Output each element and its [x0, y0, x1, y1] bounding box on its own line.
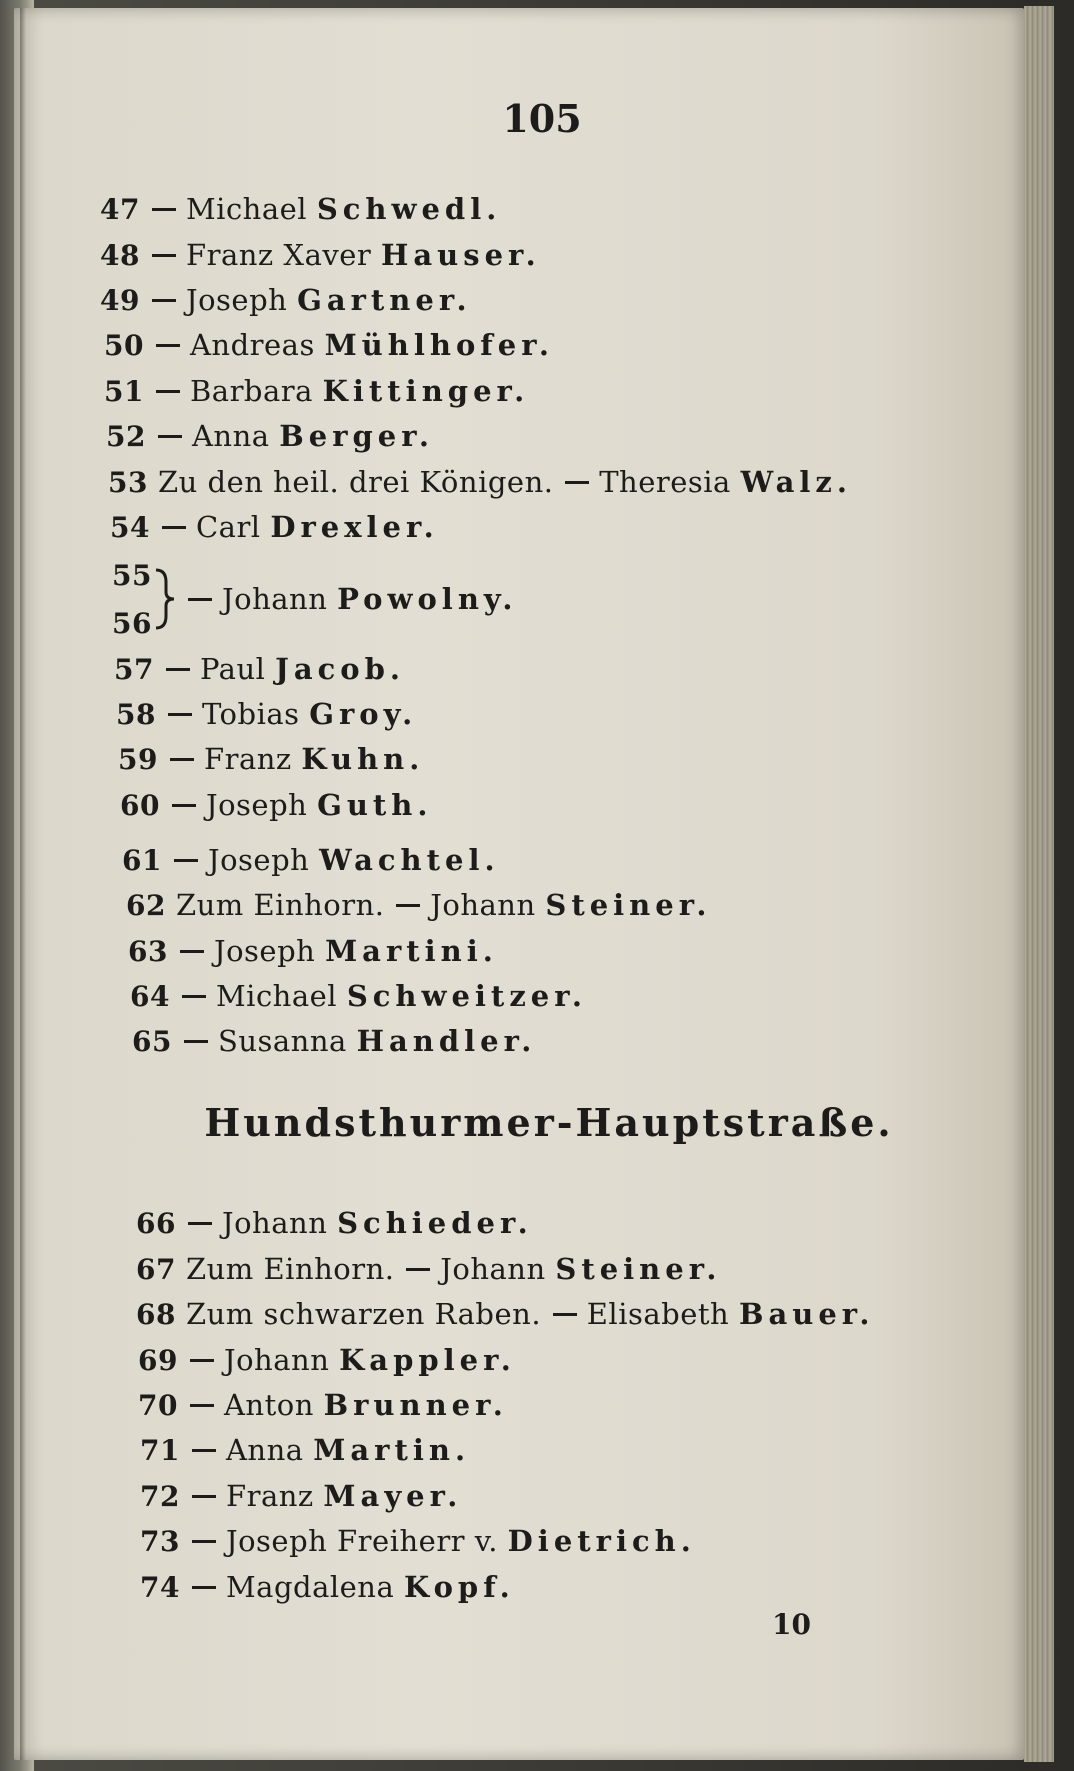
entry-55-56-name: Johann Powolny. [186, 582, 518, 616]
entry-49: 49 Joseph Gartner. [100, 283, 472, 317]
entry-57: 57 Paul Jacob. [114, 652, 406, 686]
entry-69: 69 Johann Kappler. [138, 1343, 516, 1377]
page-number: 105 [502, 96, 582, 141]
entry-64: 64 Michael Schweitzer. [130, 979, 587, 1013]
entry-71: 71 Anna Martin. [140, 1433, 471, 1467]
brace-55-56 [154, 568, 176, 630]
section-heading: Hundsthurmer-Hauptstraße. [204, 1100, 894, 1145]
page-edges [1024, 6, 1054, 1762]
entry-67: 67 Zum Einhorn. Johann Steiner. [136, 1252, 722, 1286]
entry-63: 63 Joseph Martini. [128, 934, 498, 968]
entry-72: 72 Franz Mayer. [140, 1479, 463, 1513]
signature-number: 10 [772, 1608, 811, 1641]
entry-53: 53 Zu den heil. drei Königen. Theresia Walz. [108, 465, 852, 499]
entry-68: 68 Zum schwarzen Raben. Elisabeth Bauer. [136, 1297, 875, 1331]
entry-66: 66 Johann Schieder. [136, 1206, 533, 1240]
entry-74: 74 Magdalena Kopf. [140, 1570, 515, 1604]
entry-48: 48 Franz Xaver Hauser. [100, 238, 541, 272]
entry-73: 73 Joseph Freiherr v. Dietrich. [140, 1524, 696, 1558]
entry-52: 52 Anna Berger. [106, 419, 434, 453]
entry-50: 50 Andreas Mühlhofer. [104, 328, 554, 362]
entry-55: 55 [112, 559, 152, 592]
entry-65: 65 Susanna Handler. [132, 1024, 537, 1058]
entry-54: 54 Carl Drexler. [110, 510, 439, 544]
entry-60: 60 Joseph Guth. [120, 788, 433, 822]
entry-56: 56 [112, 607, 152, 640]
entry-51: 51 Barbara Kittinger. [104, 374, 530, 408]
entry-62: 62 Zum Einhorn. Johann Steiner. [126, 888, 712, 922]
entry-70: 70 Anton Brunner. [138, 1388, 508, 1422]
entry-58: 58 Tobias Groy. [116, 697, 418, 731]
entry-47: 47 Michael Schwedl. [100, 192, 502, 226]
entry-61: 61 Joseph Wachtel. [122, 843, 500, 877]
entry-59: 59 Franz Kuhn. [118, 742, 425, 776]
gutter-shadow [20, 8, 26, 1760]
